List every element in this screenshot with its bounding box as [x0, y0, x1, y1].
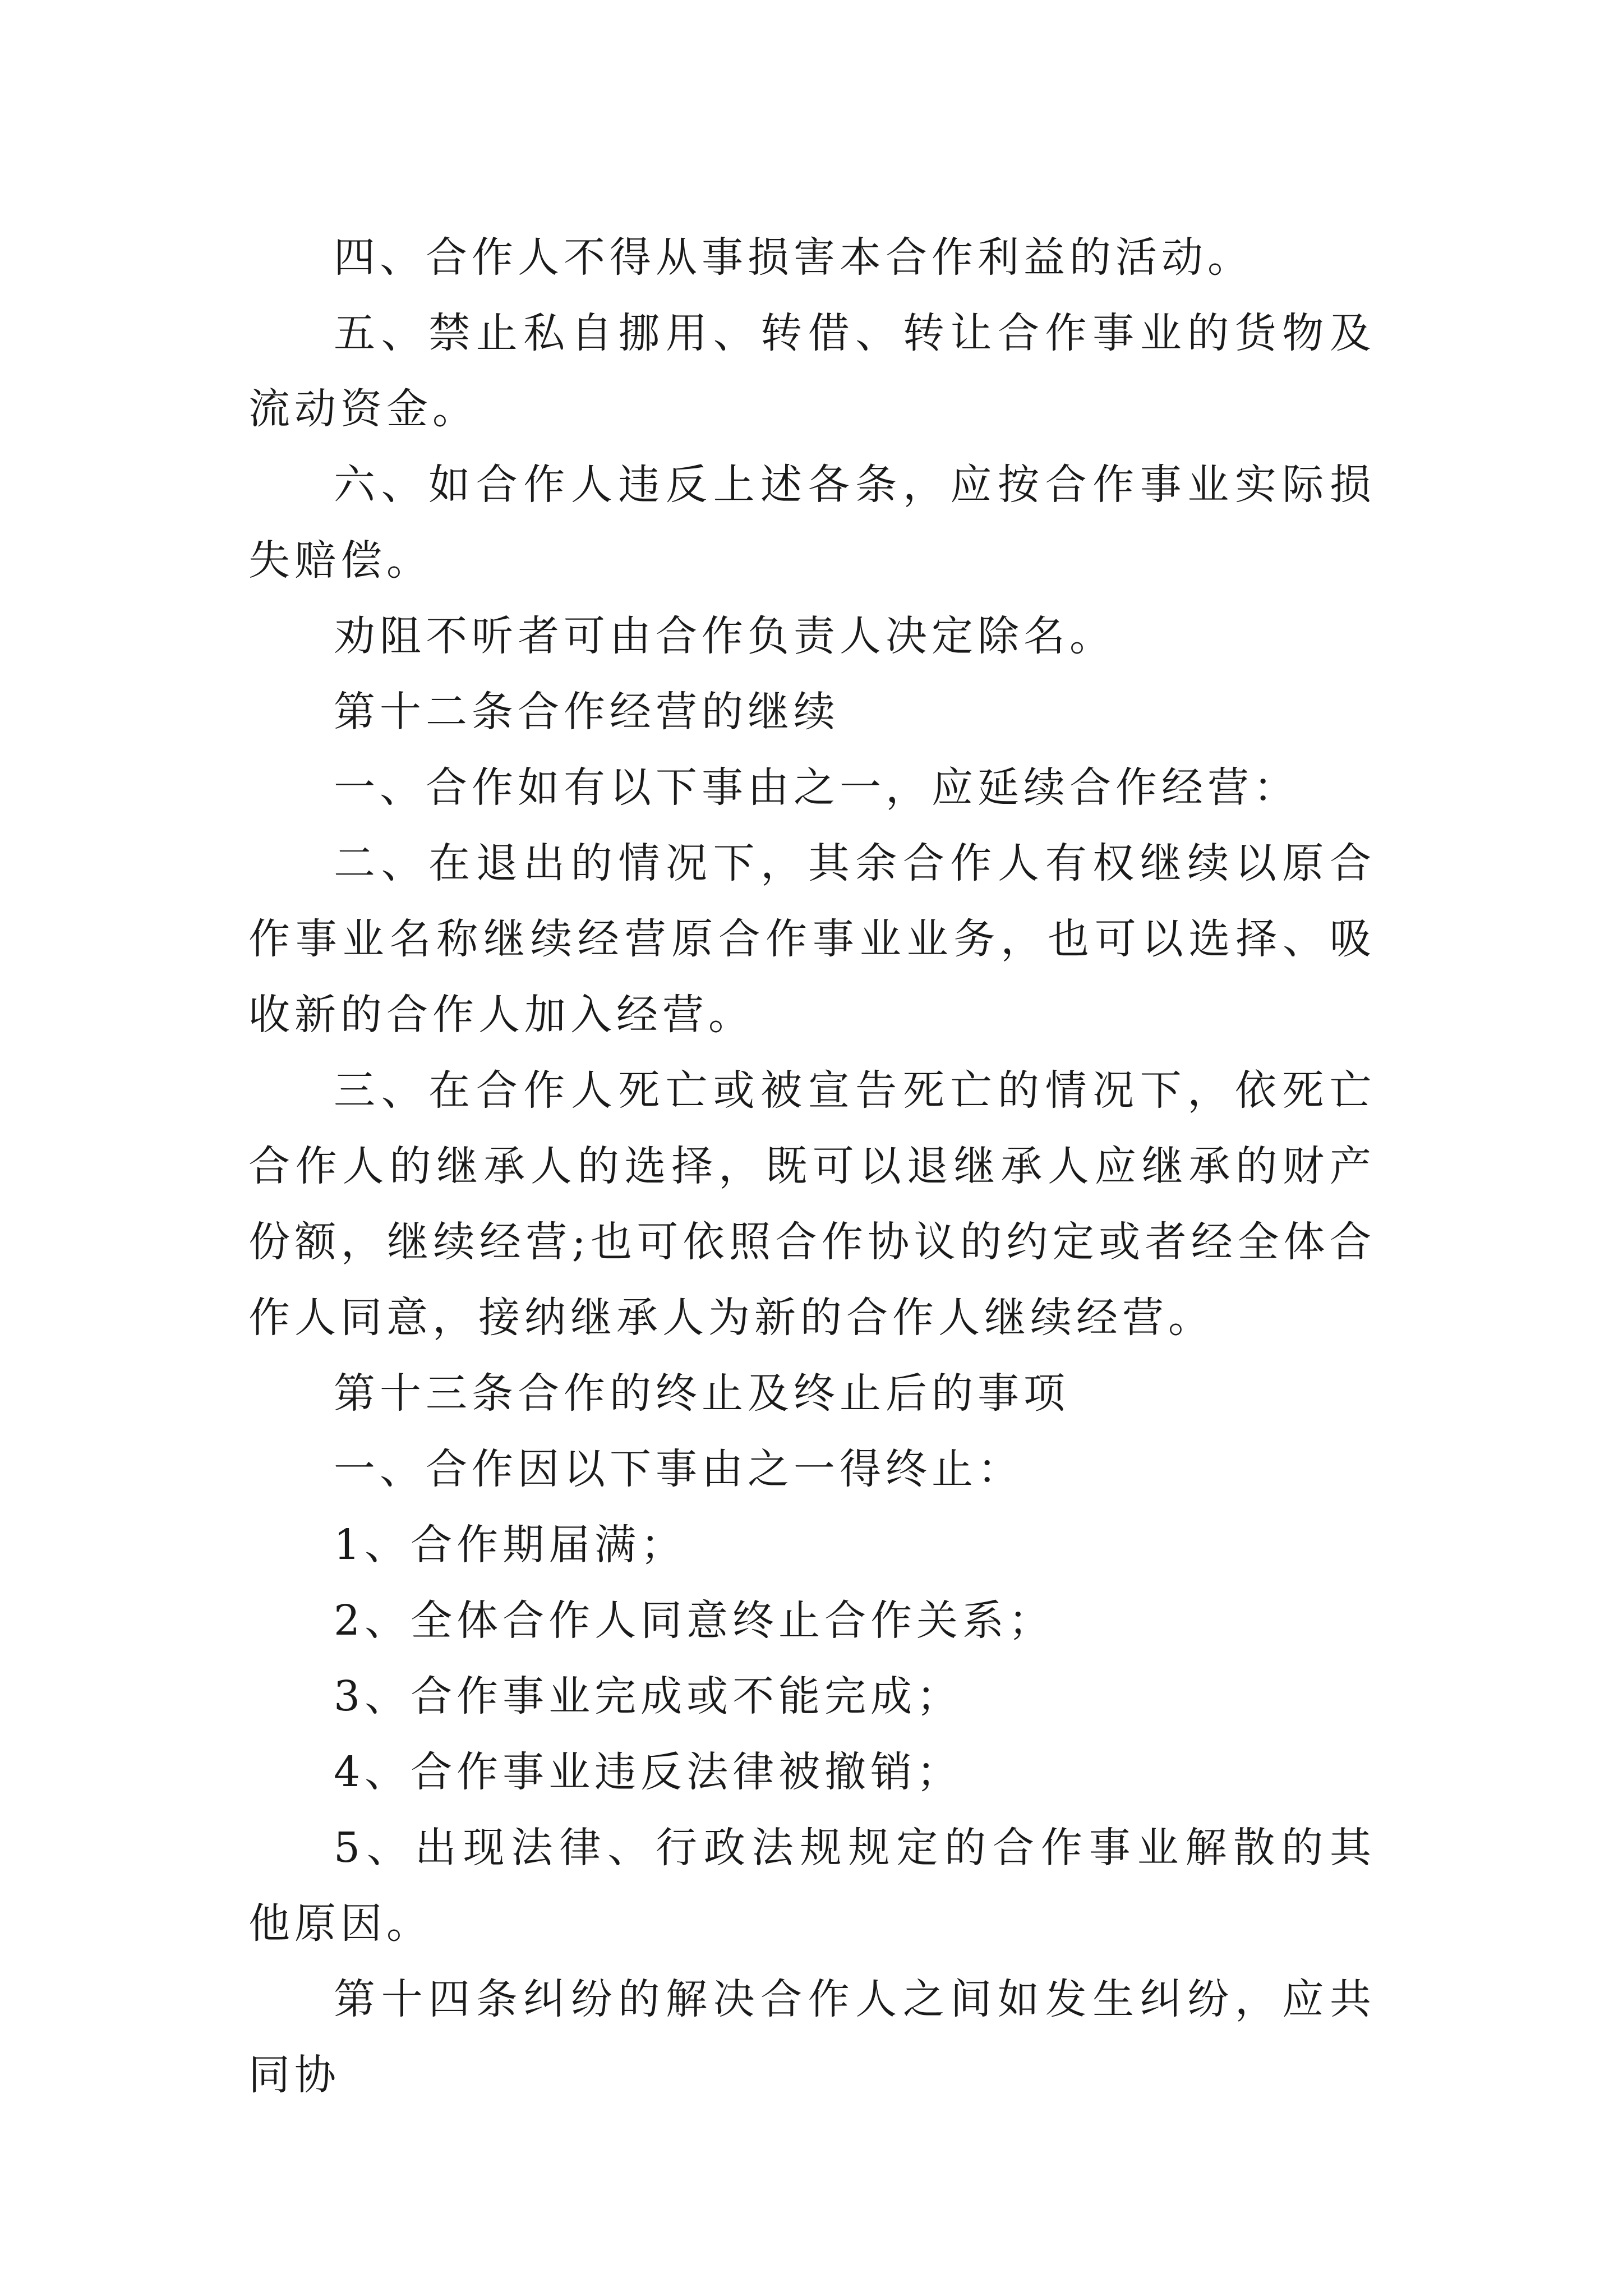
list-item-1: 1、合作期届满；	[334, 1521, 687, 1569]
paragraph-article-12-item-2: 二、在退出的情况下，其余合作人有权继续以原合作事业名称继续经营原合作事业业务，也可以选择、吸收新的合作人加入经营。	[248, 839, 1376, 1039]
list-item-5: 5、出现法律、行政法规规定的合作事业解散的其他原因。	[248, 1824, 1376, 1948]
list-item-4: 4、合作事业违反法律被撤销；	[334, 1748, 963, 1796]
paragraph-clause-6: 六、如合作人违反上述各条，应按合作事业实际损失赔偿。	[248, 461, 1376, 585]
section-heading-article-13: 第十三条合作的终止及终止后的事项	[334, 1369, 1069, 1418]
paragraph-article-12-item-1: 一、合作如有以下事由之一，应延续合作经营：	[334, 763, 1299, 812]
list-item-2: 2、全体合作人同意终止合作关系；	[334, 1596, 1055, 1645]
section-heading-article-12: 第十二条合作经营的继续	[334, 688, 840, 736]
list-item-3: 3、合作事业完成或不能完成；	[334, 1672, 963, 1720]
paragraph-article-12-item-3: 三、在合作人死亡或被宣告死亡的情况下，依死亡合作人的继承人的选择，既可以退继承人应继承的财产份额，继续经营;也可依照合作协议的约定或者经全体合作人同意，接纳继承人为新的合作人继续经营。	[248, 1066, 1376, 1342]
paragraph-dismissal: 劝阻不听者可由合作负责人决定除名。	[334, 612, 1115, 660]
paragraph-clause-5: 五、禁止私自挪用、转借、转让合作事业的货物及流动资金。	[248, 309, 1376, 433]
paragraph-article-14: 第十四条纠纷的解决合作人之间如发生纠纷，应共同协	[248, 1975, 1376, 2099]
paragraph-clause-4: 四、合作人不得从事损害本合作利益的活动。	[334, 233, 1253, 282]
paragraph-article-13-item-1: 一、合作因以下事由之一得终止：	[334, 1445, 1023, 1493]
document-body	[248, 220, 1376, 2113]
